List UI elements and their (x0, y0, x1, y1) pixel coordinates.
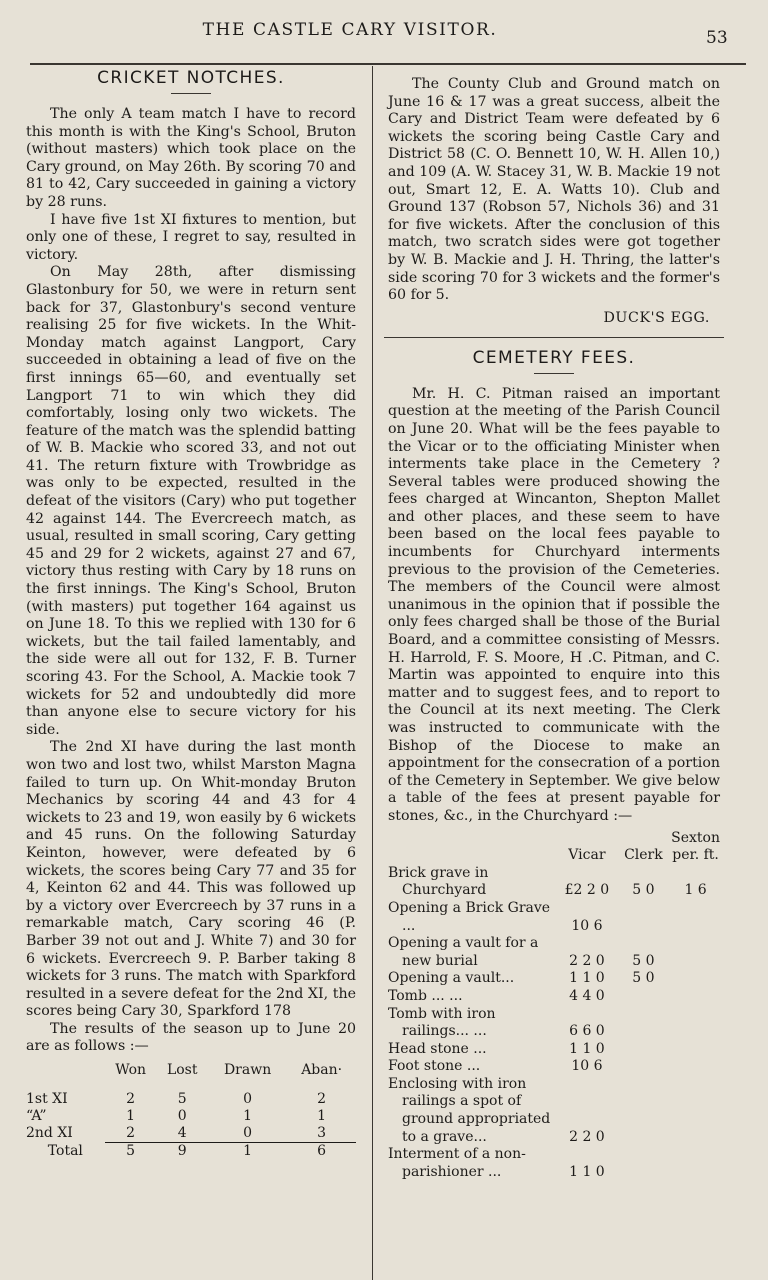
table-header-cell: Lost (166, 1062, 198, 1079)
cemetery-paragraph: Mr. H. C. Pitman raised an important question at the meeting of the Parish Council on June 20. What will be the fees payable to the Vicar or to the officiating Minister when interments take place in the Cemetery ? Several tables were produced showing the fees charged at Wincanton, Shepton Mallet and other places, and these seem to have been based on the local fees payable to incumbents for Churchyard interments previous to the provision of the Cemeteries. The members of the Council were almost unanimous in the opinion that if possible the only fees charged shall be those of the Burial Board, and a committee consisting of Messrs. H. Harrold, F. S. Moore, H .C. Pitman, and C. Martin was appointed to enquire into this matter and to suggest fees, and to report to the Council at its next meeting. The Clerk was instructed to communicate with the Bishop of the Diocese to make an appointment for the consecration of a portion of the Cemetery in September. We give below a table of the fees at present payable for stones, &c., in the Churchyard :— (388, 385, 720, 824)
table-cell: 0 (177, 1108, 187, 1125)
cricket-paragraph: I have five 1st XI fixtures to mention, but only one of these, I regret to say, resulted in victory. (26, 211, 356, 263)
table-cell: 5 (177, 1091, 187, 1108)
table-cell: 9 (157, 1143, 208, 1161)
table-row (388, 1076, 720, 1146)
table-cell: Head stone ... (388, 1040, 487, 1057)
table-cell: 2nd XI (26, 1125, 73, 1142)
table-cell: “A” (26, 1108, 47, 1125)
table-cell: Opening a vault... (388, 970, 515, 987)
section-rule (384, 337, 724, 338)
table-row (388, 865, 720, 900)
cricket-paragraph: The only A team match I have to record this month is with the King's School, Bruton (without masters) which took place on the Cary ground, on May 26th. By scoring 70 and 81 to 42, Cary succeeded in gaining a victory by 28 runs. (26, 106, 356, 210)
table-row (388, 935, 720, 970)
table-cell (671, 1076, 720, 1146)
table-cell: Tomb with iron railings... ... (388, 1005, 496, 1040)
page-number: 53 (706, 28, 728, 48)
table-cell: 0 (243, 1091, 253, 1108)
table-header-cell: Clerk (624, 847, 663, 864)
table-cell: Enclosing with iron railings a spot of ground appropriated to a grave... (388, 1075, 551, 1145)
table-header-row (26, 1062, 356, 1091)
table-cell: 1 1 0 (569, 1040, 605, 1057)
table-cell (616, 1146, 672, 1181)
left-column (26, 68, 356, 1160)
season-results-table (26, 1062, 356, 1160)
table-row (388, 1058, 720, 1076)
table-header-cell (26, 1062, 105, 1091)
table-row (26, 1108, 356, 1125)
page-header-title: THE CASTLE CARY VISITOR. (202, 20, 498, 40)
table-cell: 2 (126, 1091, 136, 1108)
table-cell: 4 (177, 1125, 187, 1142)
table-cell (671, 935, 720, 970)
table-cell (671, 900, 720, 935)
cricket-heading: CRICKET NOTCHES. (97, 68, 285, 88)
table-cell: Brick grave in Churchyard (388, 864, 489, 899)
table-cell: 6 6 0 (569, 1023, 605, 1040)
table-header-cell: Vicar (568, 847, 606, 864)
table-total-row (26, 1143, 356, 1161)
table-cell: 1 (126, 1108, 136, 1125)
table-cell (616, 1041, 672, 1059)
table-cell: 1 6 (684, 882, 707, 899)
table-cell: Foot stone ... (388, 1058, 481, 1075)
table-cell (671, 1146, 720, 1181)
table-row (388, 988, 720, 1006)
table-row (388, 970, 720, 988)
table-cell (616, 1058, 672, 1076)
table-cell (616, 988, 672, 1006)
table-cell: £2 2 0 (564, 882, 610, 899)
column-divider (372, 66, 373, 1280)
table-cell: 2 2 0 (569, 952, 605, 969)
table-header-row (388, 830, 720, 865)
table-cell: 2 2 0 (569, 1128, 605, 1145)
table-cell (616, 1076, 672, 1146)
right-column (388, 76, 720, 1181)
table-cell: 4 4 0 (569, 987, 605, 1004)
table-cell: Total (47, 1142, 83, 1159)
table-cell (616, 900, 672, 935)
table-cell: 5 0 (632, 970, 655, 987)
table-cell (671, 1058, 720, 1076)
table-cell: 0 (243, 1125, 253, 1142)
table-cell: 1st XI (26, 1091, 68, 1108)
table-cell (671, 970, 720, 988)
table-cell: 10 6 (571, 1058, 603, 1075)
table-header-cell (388, 830, 558, 865)
table-cell: Opening a vault for a new burial (388, 935, 539, 969)
cemetery-heading: CEMETERY FEES. (472, 347, 636, 368)
table-cell: 3 (317, 1125, 327, 1142)
table-cell: 5 0 (632, 952, 655, 969)
county-paragraph: The County Club and Ground match on June 16 & 17 was a great success, albeit the Cary and District Team were defeated by 6 wickets the scoring being Castle Cary and District 58 (C. O. Bennett 10, W. H. Allen 10,) and 109 (A. W. Stacey 31, W. B. Mackie 19 not out, Smart 12, E. A. Watts 10). Club and Ground 137 (Robson 57, Nichols 36) and 31 for five wickets. After the conclusion of this match, two scratch sides were got together by W. B. Mackie and J. H. Thring, the latter's side scoring 70 for 3 wickets and the former's 60 for 5. (388, 76, 720, 304)
table-row (388, 1146, 720, 1181)
table-row (26, 1091, 356, 1108)
table-row (26, 1125, 356, 1143)
cricket-heading-rule (171, 93, 211, 94)
cricket-paragraph: On May 28th, after dismissing Glastonbury for 50, we were in return sent back for 37, Glastonbury's second venture realising 25 for five wickets. In the Whit-Monday match against Langport, Cary succeeded in obtaining a lead of five on the first innings 65—60, and eventually set Langport 71 to win which they did comfortably, losing only two wickets. The feature of the match was the splendid batting of W. B. Mackie who scored 33, and not out 41. The return fixture with Trowbridge as was only to be expected, resulted in the defeat of the visitors (Cary) who put together 42 against 144. The Evercreech match, as usual, resulted in small scoring, Cary getting 45 and 29 for 2 wickets, against 27 and 67, victory thus resting with Cary by 18 runs on the first innings. The King's School, Bruton (with masters) put together 164 against us on June 18. To this we replied with 130 for 6 wickets, but the tail failed lamentably, and the side were all out for 132, F. B. Turner scoring 43. For the School, A. Mackie took 7 wickets for 52 and undoubtedly did more than anyone else to secure victory for his side. (26, 264, 356, 738)
signature: DUCK'S EGG. (603, 309, 710, 326)
table-cell: 5 0 (632, 882, 655, 899)
header-rule (30, 63, 746, 65)
table-header-cell: Drawn (223, 1062, 272, 1079)
table-cell: Tomb ... ... (388, 987, 463, 1004)
table-cell: 5 (105, 1143, 157, 1161)
table-row (388, 1041, 720, 1059)
fees-table (388, 830, 720, 1182)
table-cell (671, 988, 720, 1006)
cemetery-heading-rule (534, 373, 574, 374)
table-cell: 6 (287, 1143, 356, 1161)
cricket-paragraph: The results of the season up to June 20 are as follows :— (26, 1020, 356, 1055)
table-cell: 2 (126, 1125, 136, 1142)
cricket-paragraph: The 2nd XI have during the last month won two and lost two, whilst Marston Magna failed to turn up. On Whit-monday Bruton Mechanics by scoring 44 and 43 for 4 wickets to 23 and 19, won easily by 6 wickets and 45 runs. On the following Saturday Keinton, however, were defeated by 6 wickets, the scores being Cary 77 and 35 for 4, Keinton 62 and 44. This was followed up by a victory over Evercreech by 37 runs in a remarkable match, Cary scoring 46 (P. Barber 39 not out and J. White 7) and 30 for 6 wickets. Evercreech 9. P. Barber taking 8 wickets for 3 runs. The match with Sparkford resulted in a severe defeat for the 2nd XI, the scores being Cary 30, Sparkford 178 (26, 739, 356, 1020)
table-cell: 10 6 (571, 917, 603, 934)
table-cell: 1 1 0 (569, 1163, 605, 1180)
table-cell (616, 1006, 672, 1041)
table-cell: Interment of a non-parishioner ... (388, 1146, 526, 1180)
table-header-cell: Sexton per. ft. (671, 829, 720, 864)
table-cell: 2 (317, 1091, 327, 1108)
table-header-cell: Aban· (301, 1062, 343, 1079)
table-cell: 1 (208, 1143, 287, 1161)
table-row (388, 900, 720, 935)
table-cell: 1 (243, 1108, 253, 1125)
table-row (388, 1006, 720, 1041)
table-cell: 1 1 0 (569, 970, 605, 987)
table-cell: 1 (317, 1108, 327, 1125)
table-cell (671, 1041, 720, 1059)
table-cell (671, 1006, 720, 1041)
table-cell: Opening a Brick Grave ... (388, 899, 551, 934)
table-header-cell: Won (115, 1062, 147, 1079)
